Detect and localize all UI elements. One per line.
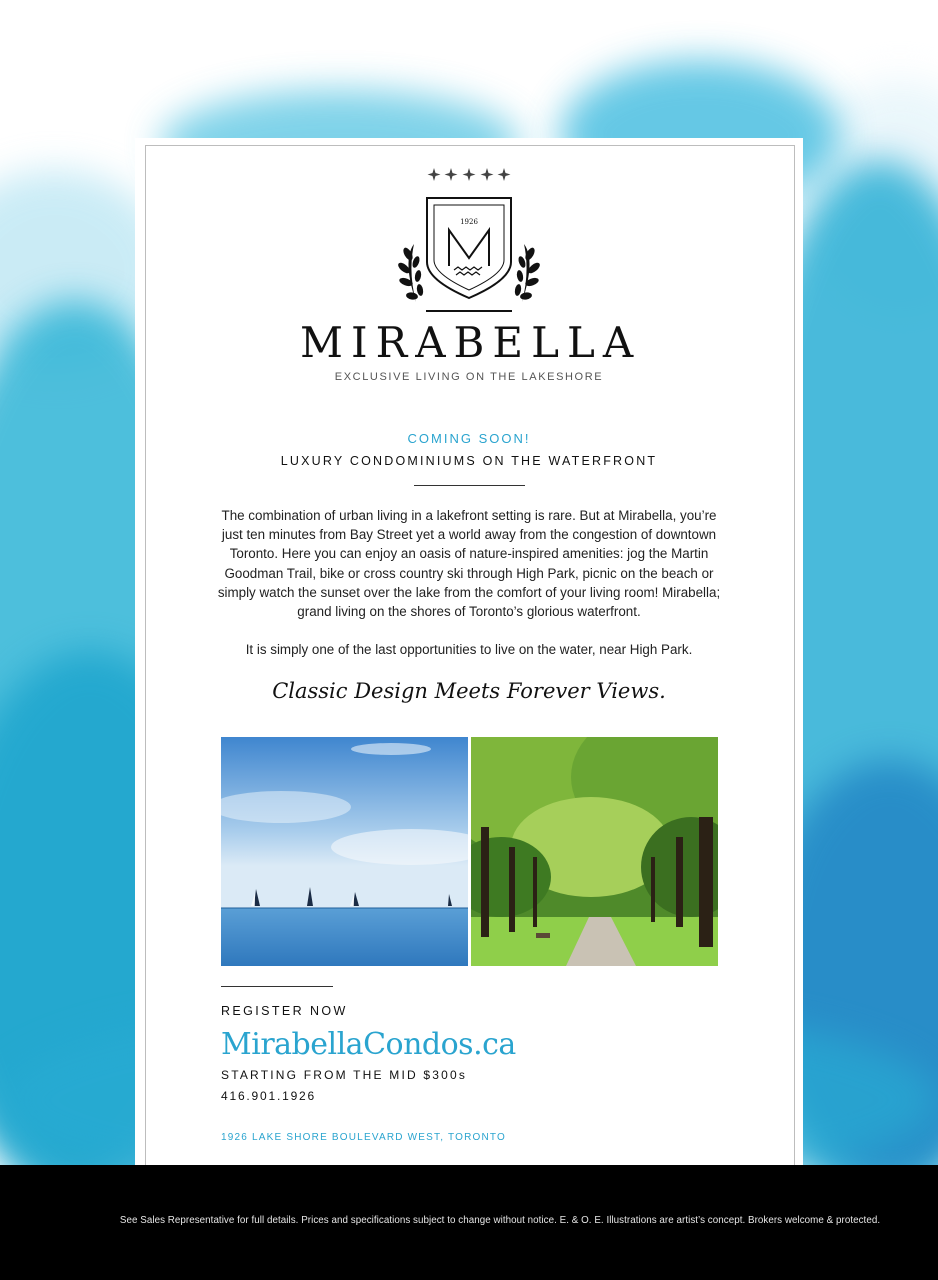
luxury-subheading: LUXURY CONDOMINIUMS ON THE WATERFRONT (280, 454, 658, 468)
intro-paragraph: The combination of urban living in a lakefront setting is rare. But at Mirabella, you’re just ten minutes from Bay Street yet a world away from the congestion of downtown Toronto. Here you can enjoy an oasis of nature-inspired amenities: jog the Martin Goodman Trail, bike or cross country ski through High Park, picnic on the beach or simply watch the sunset over the lake from the comfort of your living room! Mirabella; grand living on the shores of Toronto’s glorious waterfront. (217, 508, 721, 620)
brand-name: MIRABELLA (300, 318, 642, 367)
legal-disclaimer: See Sales Representative for full details. Prices and specifications subject to change without notice. E. & O. E. Illustrations are artist’s concept. Brokers welcome & protected. (119, 1215, 881, 1226)
brand-tagline: EXCLUSIVE LIVING ON THE LAKESHORE (334, 371, 604, 383)
website-link[interactable]: MirabellaCondos.ca (221, 1027, 516, 1062)
mirabella-crest-logo (394, 162, 544, 317)
street-address: 1926 LAKE SHORE BOULEVARD WEST, TORONTO (221, 1132, 507, 1143)
starting-price: STARTING FROM THE MID $300s (221, 1068, 468, 1082)
slogan: Classic Design Meets Forever Views. (272, 679, 666, 703)
svg-text:1926: 1926 (460, 218, 478, 226)
register-now-heading: REGISTER NOW (221, 1004, 348, 1018)
closing-paragraph: It is simply one of the last opportunities to live on the water, near High Park. (245, 642, 693, 657)
divider-bottom (221, 986, 333, 987)
coming-soon-heading: COMING SOON! (407, 431, 531, 446)
lake-sailboats-photo (221, 737, 468, 966)
divider-top (414, 485, 525, 486)
park-path-photo (471, 737, 718, 966)
phone-number[interactable]: 416.901.1926 (221, 1089, 317, 1103)
